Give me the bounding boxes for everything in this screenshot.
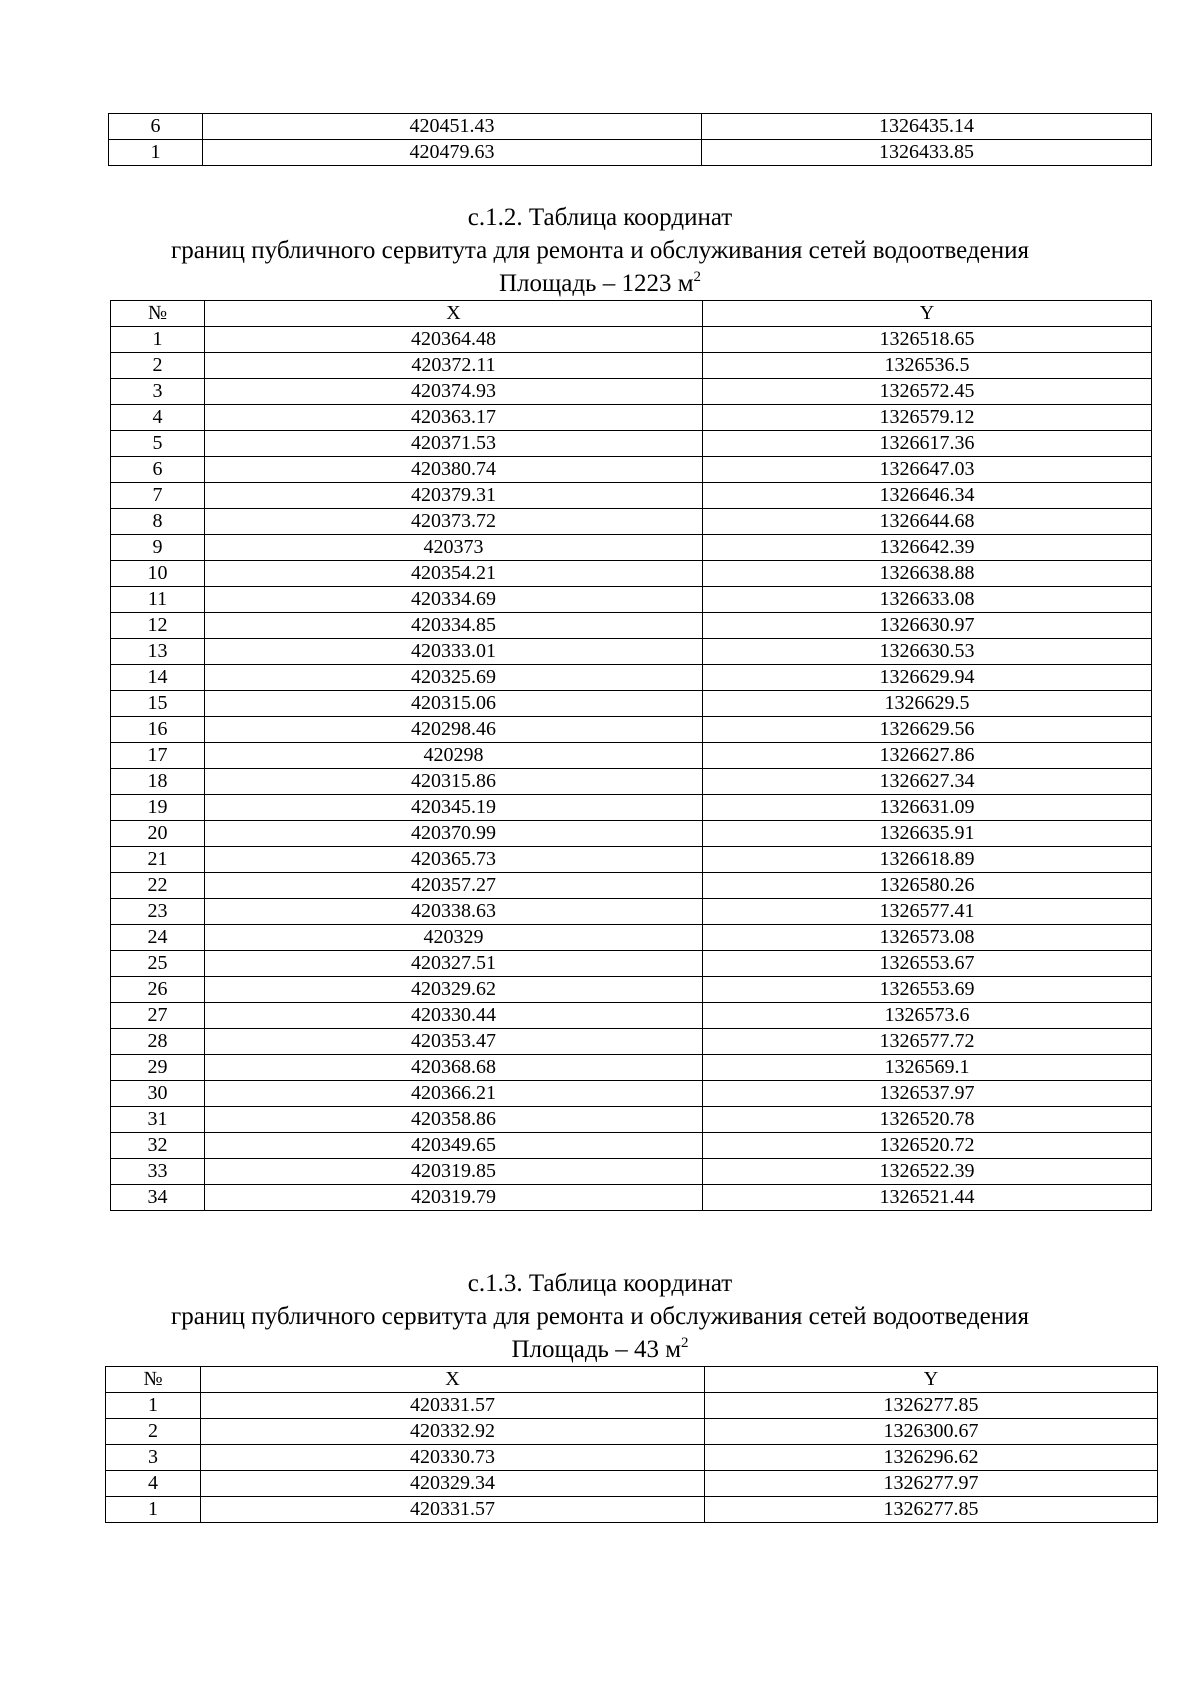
- section-title: с.1.3. Таблица координат: [467, 1270, 733, 1297]
- table-row: [111, 691, 1152, 717]
- table-row: [111, 665, 1152, 691]
- coord-y: 1326630.53: [703, 639, 1152, 665]
- point-number: 14: [111, 665, 205, 691]
- point-number: 6: [111, 457, 205, 483]
- point-number: 1: [106, 1497, 201, 1523]
- point-number: 13: [111, 639, 205, 665]
- table-row: [111, 1055, 1152, 1081]
- table-row: [109, 140, 1152, 166]
- coord-y: 1326522.39: [703, 1159, 1152, 1185]
- coord-x: 420319.85: [205, 1159, 703, 1185]
- table-row: [111, 431, 1152, 457]
- table-row: [111, 1081, 1152, 1107]
- coord-y: 1326573.08: [703, 925, 1152, 951]
- coord-x: 420373: [205, 535, 703, 561]
- coord-x: 420331.57: [201, 1393, 705, 1419]
- table-row: [111, 509, 1152, 535]
- point-number: 26: [111, 977, 205, 1003]
- coord-x: 420371.53: [205, 431, 703, 457]
- coord-y: 1326638.88: [703, 561, 1152, 587]
- point-number: 1: [106, 1393, 201, 1419]
- coord-x: 420327.51: [205, 951, 703, 977]
- coord-y: 1326277.85: [705, 1497, 1158, 1523]
- point-number: 24: [111, 925, 205, 951]
- point-number: 19: [111, 795, 205, 821]
- coord-x: 420330.44: [205, 1003, 703, 1029]
- coord-y: 1326577.72: [703, 1029, 1152, 1055]
- coord-y: 1326630.97: [703, 613, 1152, 639]
- coord-x: 420330.73: [201, 1445, 705, 1471]
- point-number: 21: [111, 847, 205, 873]
- coord-x: 420298.46: [205, 717, 703, 743]
- coord-y: 1326518.65: [703, 327, 1152, 353]
- point-number: 1: [111, 327, 205, 353]
- section-subtitle: границ публичного сервитута для ремонта и обслуживания сетей водоотведения: [171, 237, 1029, 264]
- coordinates-table-c1-2: [110, 300, 1152, 1211]
- coord-y: 1326521.44: [703, 1185, 1152, 1211]
- table-row: [111, 821, 1152, 847]
- point-number: 6: [109, 114, 203, 140]
- point-number: 25: [111, 951, 205, 977]
- coord-y: 1326572.45: [703, 379, 1152, 405]
- coord-x: 420331.57: [201, 1497, 705, 1523]
- header-number: №: [111, 301, 205, 327]
- point-number: 1: [109, 140, 203, 166]
- point-number: 2: [111, 353, 205, 379]
- coord-x: 420373.72: [205, 509, 703, 535]
- point-number: 9: [111, 535, 205, 561]
- coord-x: 420319.79: [205, 1185, 703, 1211]
- coord-y: 1326633.08: [703, 587, 1152, 613]
- coord-x: 420380.74: [205, 457, 703, 483]
- table-row: [106, 1393, 1158, 1419]
- point-number: 29: [111, 1055, 205, 1081]
- coord-y: 1326635.91: [703, 821, 1152, 847]
- coord-x: 420315.86: [205, 769, 703, 795]
- coord-y: 1326569.1: [703, 1055, 1152, 1081]
- point-number: 4: [106, 1471, 201, 1497]
- header-x: X: [201, 1367, 705, 1393]
- section-area: Площадь – 43 $м^2$: [511, 1335, 689, 1363]
- table-row: [106, 1419, 1158, 1445]
- point-number: 22: [111, 873, 205, 899]
- header-y: Y: [703, 301, 1152, 327]
- section-area: Площадь – 1223 $м^2$: [498, 269, 702, 297]
- table-row: [111, 951, 1152, 977]
- table-row: [111, 483, 1152, 509]
- coord-x: 420329: [205, 925, 703, 951]
- coord-y: 1326537.97: [703, 1081, 1152, 1107]
- coord-y: 1326553.69: [703, 977, 1152, 1003]
- coord-x: 420349.65: [205, 1133, 703, 1159]
- point-number: 10: [111, 561, 205, 587]
- table-row: [106, 1497, 1158, 1523]
- table-header-row: [106, 1367, 1158, 1393]
- coord-y: 1326579.12: [703, 405, 1152, 431]
- point-number: 20: [111, 821, 205, 847]
- table-row: [109, 114, 1152, 140]
- table-row: [111, 795, 1152, 821]
- point-number: 28: [111, 1029, 205, 1055]
- table-row: [106, 1471, 1158, 1497]
- table-row: [111, 769, 1152, 795]
- coord-x: 420354.21: [205, 561, 703, 587]
- point-number: 3: [106, 1445, 201, 1471]
- coord-y: 1326647.03: [703, 457, 1152, 483]
- coord-x: 420298: [205, 743, 703, 769]
- point-number: 34: [111, 1185, 205, 1211]
- table-row: [111, 743, 1152, 769]
- coord-y: 1326629.94: [703, 665, 1152, 691]
- coord-x: 420325.69: [205, 665, 703, 691]
- point-number: 33: [111, 1159, 205, 1185]
- coord-y: 1326580.26: [703, 873, 1152, 899]
- table-row: [111, 457, 1152, 483]
- coord-y: 1326627.86: [703, 743, 1152, 769]
- table-row: [111, 1185, 1152, 1211]
- coord-y: 1326642.39: [703, 535, 1152, 561]
- table-header-row: [111, 301, 1152, 327]
- header-number: №: [106, 1367, 201, 1393]
- coord-y: 1326573.6: [703, 1003, 1152, 1029]
- coord-x: 420363.17: [205, 405, 703, 431]
- coord-x: 420338.63: [205, 899, 703, 925]
- coord-x: 420334.69: [205, 587, 703, 613]
- table-row: [106, 1445, 1158, 1471]
- coord-x: 420365.73: [205, 847, 703, 873]
- coord-y: 1326300.67: [705, 1419, 1158, 1445]
- table-row: [111, 847, 1152, 873]
- coord-x: 420333.01: [205, 639, 703, 665]
- table-row: [111, 899, 1152, 925]
- coord-x: 420345.19: [205, 795, 703, 821]
- coord-y: 1326296.62: [705, 1445, 1158, 1471]
- table-row: [111, 873, 1152, 899]
- coord-x: 420379.31: [205, 483, 703, 509]
- point-number: 4: [111, 405, 205, 431]
- coord-x: 420451.43: [203, 114, 702, 140]
- point-number: 2: [106, 1419, 201, 1445]
- coord-y: 1326553.67: [703, 951, 1152, 977]
- coord-x: 420332.92: [201, 1419, 705, 1445]
- coord-x: 420479.63: [203, 140, 702, 166]
- point-number: 5: [111, 431, 205, 457]
- point-number: 11: [111, 587, 205, 613]
- coord-x: 420329.34: [201, 1471, 705, 1497]
- header-x: X: [205, 301, 703, 327]
- coord-y: 1326433.85: [702, 140, 1152, 166]
- coord-x: 420368.68: [205, 1055, 703, 1081]
- point-number: 31: [111, 1107, 205, 1133]
- point-number: 8: [111, 509, 205, 535]
- coord-x: 420334.85: [205, 613, 703, 639]
- point-number: 30: [111, 1081, 205, 1107]
- header-y: Y: [705, 1367, 1158, 1393]
- point-number: 16: [111, 717, 205, 743]
- coord-y: 1326520.72: [703, 1133, 1152, 1159]
- table-row: [111, 405, 1152, 431]
- coord-y: 1326629.5: [703, 691, 1152, 717]
- point-number: 23: [111, 899, 205, 925]
- coord-x: 420364.48: [205, 327, 703, 353]
- coord-y: 1326520.78: [703, 1107, 1152, 1133]
- coord-y: 1326629.56: [703, 717, 1152, 743]
- section-caption-c1-3: [80, 1267, 1120, 1366]
- point-number: 17: [111, 743, 205, 769]
- table-row: [111, 1159, 1152, 1185]
- point-number: 15: [111, 691, 205, 717]
- coord-x: 420370.99: [205, 821, 703, 847]
- coord-y: 1326536.5: [703, 353, 1152, 379]
- point-number: 12: [111, 613, 205, 639]
- table-row: [111, 561, 1152, 587]
- coord-x: 420358.86: [205, 1107, 703, 1133]
- point-number: 18: [111, 769, 205, 795]
- table-row: [111, 379, 1152, 405]
- point-number: 27: [111, 1003, 205, 1029]
- coord-y: 1326646.34: [703, 483, 1152, 509]
- coord-y: 1326577.41: [703, 899, 1152, 925]
- coord-x: 420366.21: [205, 1081, 703, 1107]
- section-caption-c1-2: [80, 201, 1120, 300]
- coordinates-table-continuation: [108, 113, 1152, 166]
- coord-y: 1326631.09: [703, 795, 1152, 821]
- table-row: [111, 327, 1152, 353]
- section-subtitle: границ публичного сервитута для ремонта и обслуживания сетей водоотведения: [171, 1303, 1029, 1330]
- table-row: [111, 1029, 1152, 1055]
- table-row: [111, 1133, 1152, 1159]
- table-row: [111, 613, 1152, 639]
- table-row: [111, 1107, 1152, 1133]
- coord-y: 1326435.14: [702, 114, 1152, 140]
- point-number: 7: [111, 483, 205, 509]
- coordinates-table-c1-3: [105, 1366, 1158, 1523]
- table-row: [111, 925, 1152, 951]
- coord-y: 1326277.97: [705, 1471, 1158, 1497]
- table-row: [111, 639, 1152, 665]
- coord-x: 420315.06: [205, 691, 703, 717]
- coord-x: 420372.11: [205, 353, 703, 379]
- coord-y: 1326627.34: [703, 769, 1152, 795]
- table-row: [111, 1003, 1152, 1029]
- coord-x: 420353.47: [205, 1029, 703, 1055]
- coord-y: 1326617.36: [703, 431, 1152, 457]
- table-row: [111, 353, 1152, 379]
- table-row: [111, 535, 1152, 561]
- coord-y: 1326277.85: [705, 1393, 1158, 1419]
- coord-y: 1326618.89: [703, 847, 1152, 873]
- table-row: [111, 717, 1152, 743]
- section-title: с.1.2. Таблица координат: [467, 204, 733, 231]
- coord-x: 420374.93: [205, 379, 703, 405]
- coord-x: 420357.27: [205, 873, 703, 899]
- coord-x: 420329.62: [205, 977, 703, 1003]
- table-row: [111, 587, 1152, 613]
- coord-y: 1326644.68: [703, 509, 1152, 535]
- point-number: 3: [111, 379, 205, 405]
- point-number: 32: [111, 1133, 205, 1159]
- table-row: [111, 977, 1152, 1003]
